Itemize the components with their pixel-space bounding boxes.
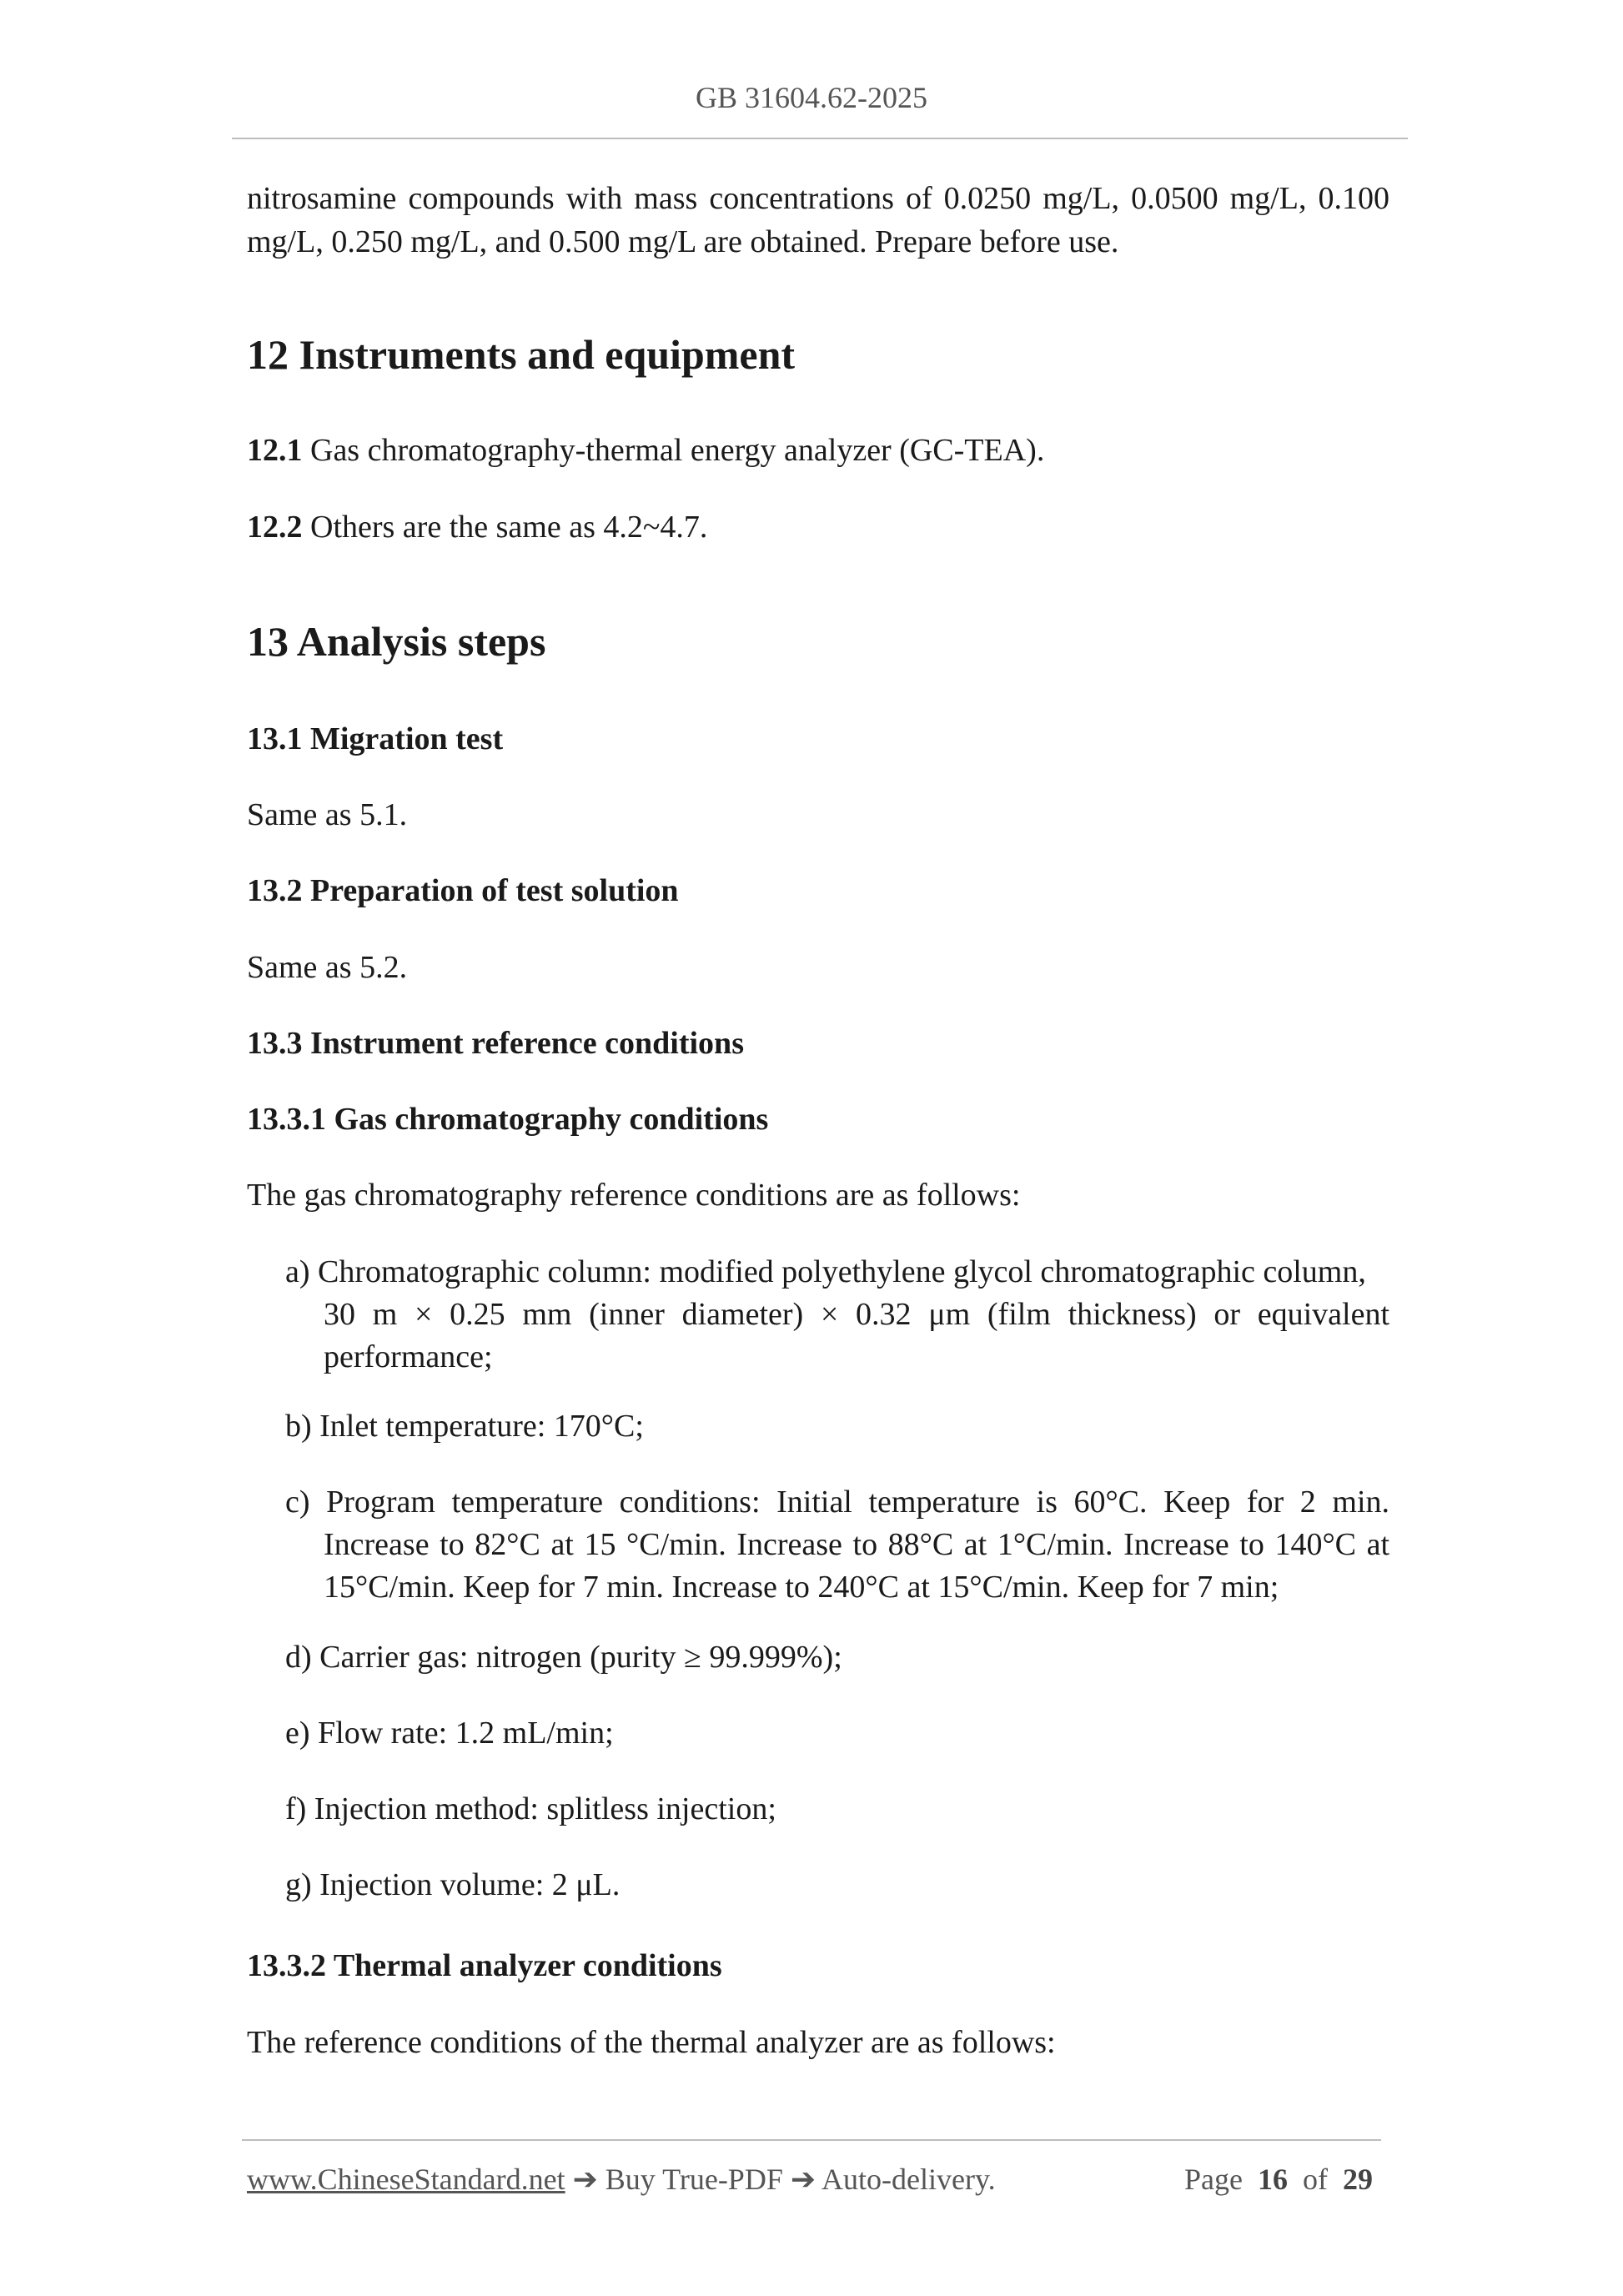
section-13-2-heading: 13.2 Preparation of test solution xyxy=(247,873,679,908)
footer-divider xyxy=(242,2139,1381,2141)
section-13-3-1-heading: 13.3.1 Gas chromatography conditions xyxy=(247,1102,769,1137)
header-divider xyxy=(232,138,1408,139)
page-label: Page xyxy=(1184,2163,1243,2196)
item-12-1-text: Gas chromatography-thermal energy analyzer (GC-TEA). xyxy=(302,433,1045,468)
item-12-2-number: 12.2 xyxy=(247,510,303,545)
section-13-3-2-intro: The reference conditions of the thermal analyzer are as follows: xyxy=(247,2025,1056,2060)
page-current: 16 xyxy=(1257,2163,1288,2196)
list-item-g xyxy=(285,1864,1389,1907)
arrow-right-icon: ➔ xyxy=(790,2163,817,2196)
section-13-heading: 13 Analysis steps xyxy=(247,618,546,665)
list-item-e xyxy=(285,1712,1389,1755)
section-13-1-heading: 13.1 Migration test xyxy=(247,721,504,756)
item-12-1-number: 12.1 xyxy=(247,433,303,468)
section-13-3-2-heading: 13.3.2 Thermal analyzer conditions xyxy=(247,1948,722,1983)
item-12-1 xyxy=(247,432,1044,469)
section-13-1-text: Same as 5.1. xyxy=(247,797,408,832)
list-item-f xyxy=(285,1788,1389,1831)
list-item-a xyxy=(285,1251,1389,1379)
document-code-header: GB 31604.62-2025 xyxy=(696,81,927,114)
list-item-c xyxy=(285,1481,1389,1609)
page-total: 29 xyxy=(1342,2163,1373,2196)
section-12-heading: 12 Instruments and equipment xyxy=(247,331,796,378)
footer-promo xyxy=(247,2162,996,2197)
auto-delivery-text: Auto-delivery. xyxy=(816,2163,996,2196)
website-link[interactable]: www.ChineseStandard.net xyxy=(247,2163,565,2196)
list-item-c-first-line: c) Program temperature conditions: Initial temperature is 60°C. Keep for 2 min. xyxy=(285,1485,1389,1520)
arrow-right-icon: ➔ xyxy=(572,2163,598,2196)
list-item-d xyxy=(285,1636,1389,1679)
list-item-a-first-line: a) Chromatographic column: modified polyethylene glycol chromatographic column, xyxy=(285,1254,1366,1289)
list-item-e-text: e) Flow rate: 1.2 mL/min; xyxy=(285,1716,614,1751)
buy-true-pdf-text: Buy True-PDF xyxy=(597,2163,791,2196)
intro-paragraph: nitrosamine compounds with mass concentrations of 0.0250 mg/L, 0.0500 mg/L, 0.100 mg/L, 0.250 mg/L, and 0.500 mg/L are obtained. Prepare before use. xyxy=(247,181,1389,259)
list-item-f-text: f) Injection method: splitless injection; xyxy=(285,1791,776,1826)
list-item-b-text: b) Inlet temperature: 170°C; xyxy=(285,1409,644,1444)
list-item-c-continuation: Increase to 82°C at 15 °C/min. Increase to 88°C at 1°C/min. Increase to 140°C at 15°C/min. Keep for 7 min. Increase to 240°C at 15°C/min. Keep for 7 min; xyxy=(324,1527,1389,1605)
item-12-2 xyxy=(247,509,707,545)
list-item-b xyxy=(285,1405,1389,1448)
section-13-3-1-intro: The gas chromatography reference conditions are as follows: xyxy=(247,1178,1021,1213)
section-13-2-text: Same as 5.2. xyxy=(247,950,408,985)
section-13-3-heading: 13.3 Instrument reference conditions xyxy=(247,1026,744,1061)
list-item-a-continuation: 30 m × 0.25 mm (inner diameter) × 0.32 μm (film thickness) or equivalent performance; xyxy=(324,1297,1389,1374)
item-12-2-text: Others are the same as 4.2~4.7. xyxy=(302,510,708,545)
list-item-d-text: d) Carrier gas: nitrogen (purity ≥ 99.999%); xyxy=(285,1640,842,1675)
page-indicator xyxy=(1184,2162,1373,2197)
list-item-g-text: g) Injection volume: 2 μL. xyxy=(285,1867,621,1902)
of-label: of xyxy=(1302,2163,1328,2196)
